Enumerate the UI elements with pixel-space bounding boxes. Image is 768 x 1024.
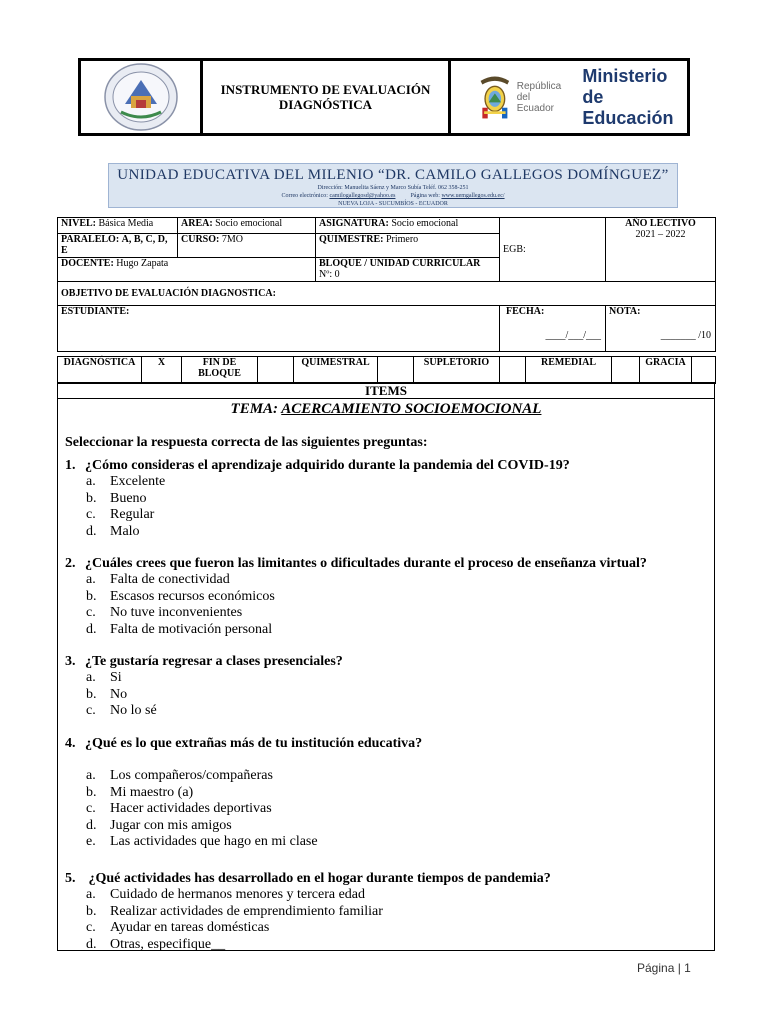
- school-logo-cell: [81, 61, 203, 133]
- area-cell: [178, 218, 316, 234]
- question-number: 3.: [65, 654, 76, 669]
- school-address: Dirección: Manuelita Sáenz y Marco Subía Teléf. 062 358-251: [317, 185, 469, 191]
- option-letter: a.: [86, 670, 96, 685]
- question-number: 5.: [65, 871, 76, 886]
- option-5d[interactable]: [65, 937, 551, 954]
- option-4c[interactable]: [65, 801, 422, 818]
- quimestre-label: QUIMESTRE:: [319, 234, 384, 245]
- estudiante-cell: [58, 306, 500, 352]
- option-text: Cuidado de hermanos menores y tercera edad: [110, 887, 366, 902]
- fecha-blank: ____/___/___: [545, 330, 601, 341]
- title-line-2: DIAGNÓSTICA: [278, 97, 373, 112]
- option-text: No: [110, 686, 128, 702]
- email-label: Correo electrónico:: [281, 193, 328, 199]
- option-text: Si: [110, 670, 122, 685]
- option-letter: e.: [86, 834, 96, 849]
- republica-line-1: República: [516, 80, 562, 92]
- option-letter: c.: [86, 801, 96, 816]
- option-text: No lo sé: [110, 703, 157, 718]
- fecha-label: FECHA:: [506, 306, 545, 317]
- option-text: Realizar actividades de emprendimiento familiar: [110, 903, 383, 919]
- option-letter: d.: [86, 936, 97, 952]
- option-2c[interactable]: [65, 605, 647, 622]
- curso-cell: [178, 234, 316, 258]
- ministerio-label: [582, 66, 687, 129]
- question-text: ¿Qué actividades has desarrollado en el hogar durante tiempos de pandemia?: [85, 871, 551, 886]
- egb-label: EGB:: [503, 244, 526, 255]
- asignatura-label: ASIGNATURA:: [319, 218, 389, 229]
- title-line-1: INSTRUMENTO DE EVALUACIÓN: [220, 82, 431, 97]
- option-letter: d.: [86, 523, 97, 539]
- option-3b[interactable]: [65, 687, 343, 704]
- option-text: Bueno: [110, 490, 147, 506]
- option-text: No tuve inconvenientes: [110, 605, 243, 620]
- option-2d[interactable]: [65, 622, 647, 639]
- fin-bloque-label: FIN DE BLOQUE: [182, 357, 258, 384]
- question-text: ¿Te gustaría regresar a clases presenciales?: [85, 654, 343, 669]
- option-text: Hacer actividades deportivas: [110, 801, 272, 816]
- option-2a[interactable]: [65, 572, 647, 589]
- tema-text: ACERCAMIENTO SOCIOEMOCIONAL: [281, 401, 542, 417]
- items-heading: ITEMS: [58, 383, 714, 399]
- option-letter: c.: [86, 703, 96, 718]
- docente-cell: [58, 258, 316, 282]
- paralelo-value: A, B, C, D, E: [61, 234, 168, 256]
- nivel-cell: [58, 218, 178, 234]
- option-4a[interactable]: [65, 768, 422, 785]
- email-link[interactable]: camilogallegosd@yahoo.es: [329, 193, 396, 199]
- option-letter: a.: [86, 887, 96, 902]
- remedial-mark[interactable]: [612, 357, 640, 384]
- school-city: NUEVA LOJA - SUCUMBÍOS - ECUADOR: [338, 201, 448, 207]
- gracia-label: GRACIA: [640, 357, 692, 384]
- option-text: Los compañeros/compañeras: [110, 768, 273, 783]
- option-letter: d.: [86, 817, 97, 833]
- supletorio-mark[interactable]: [500, 357, 526, 384]
- items-section: [57, 382, 715, 951]
- republica-label: [517, 81, 565, 114]
- diagnostica-mark[interactable]: X: [142, 357, 182, 384]
- question-text: ¿Cómo consideras el aprendizaje adquirido durante la pandemia del COVID-19?: [85, 458, 570, 473]
- fecha-cell: [500, 306, 606, 352]
- option-letter: c.: [86, 605, 96, 620]
- objetivo-label: OBJETIVO DE EVALUACIÓN DIAGNOSTICA:: [61, 288, 276, 299]
- estudiante-label: ESTUDIANTE:: [61, 306, 130, 317]
- option-text: Jugar con mis amigos: [110, 817, 232, 833]
- objetivo-cell: [58, 282, 716, 306]
- option-text: Mi maestro (a): [110, 784, 194, 800]
- nivel-label: NIVEL:: [61, 218, 97, 229]
- ministry-logo: [451, 61, 687, 133]
- asignatura-value: Socio emocional: [391, 218, 459, 229]
- option-text: Regular: [110, 507, 155, 522]
- anio-cell: [606, 218, 716, 282]
- asignatura-cell: [316, 218, 500, 234]
- ministerio-line-1: Ministerio: [582, 65, 668, 86]
- question-text: ¿Qué es lo que extrañas más de tu institución educativa?: [85, 736, 423, 751]
- option-text: Excelente: [110, 474, 166, 489]
- evaluation-type-table: [57, 356, 716, 384]
- question-2: [65, 555, 647, 638]
- nivel-value: Básica Media: [98, 218, 154, 229]
- option-letter: a.: [86, 474, 96, 489]
- option-text: Las actividades que hago en mi clase: [110, 834, 318, 849]
- web-label: Página web:: [410, 193, 440, 199]
- paralelo-label: PARALELO:: [61, 234, 120, 245]
- question-number: 1.: [65, 458, 76, 473]
- option-4d[interactable]: [65, 818, 422, 835]
- option-letter: b.: [86, 490, 97, 506]
- option-text: Falta de conectividad: [110, 572, 230, 587]
- option-letter: d.: [86, 621, 97, 637]
- question-number: 4.: [65, 736, 76, 751]
- quimestral-mark[interactable]: [378, 357, 414, 384]
- docente-label: DOCENTE:: [61, 258, 114, 269]
- option-5a[interactable]: [65, 887, 551, 904]
- tema-title: [58, 401, 714, 418]
- option-4e[interactable]: [65, 834, 422, 851]
- quimestral-label: QUIMESTRAL: [294, 357, 378, 384]
- option-1b[interactable]: [65, 491, 570, 508]
- bloque-cell: [316, 258, 500, 282]
- info-table: [57, 217, 716, 352]
- document-header: [78, 58, 690, 136]
- option-letter: a.: [86, 768, 96, 783]
- option-letter: a.: [86, 572, 96, 587]
- school-banner: [108, 163, 678, 208]
- web-link[interactable]: www.uemgallegos.edu.ec/: [441, 193, 505, 199]
- area-value: Socio emocional: [215, 218, 283, 229]
- question-5: [65, 870, 551, 953]
- school-name: UNIDAD EDUCATIVA DEL MILENIO “DR. CAMILO GALLEGOS DOMÍNGUEZ”: [117, 167, 669, 183]
- option-1a[interactable]: [65, 474, 570, 491]
- school-seal-icon: [103, 62, 179, 132]
- supletorio-label: SUPLETORIO: [414, 357, 500, 384]
- option-letter: c.: [86, 920, 96, 935]
- question-text: ¿Cuáles crees que fueron las limitantes o dificultades durante el proceso de enseñanza virtual?: [85, 556, 647, 571]
- option-text: Otras, especifique__: [110, 936, 226, 952]
- area-label: AREA:: [181, 218, 213, 229]
- option-letter: b.: [86, 686, 97, 702]
- nota-blank: _______ /10: [660, 330, 711, 341]
- nota-label: NOTA:: [609, 306, 641, 317]
- option-1d[interactable]: [65, 524, 570, 541]
- remedial-label: REMEDIAL: [526, 357, 612, 384]
- option-letter: b.: [86, 784, 97, 800]
- anio-value: 2021 – 2022: [635, 229, 686, 240]
- option-4b[interactable]: [65, 785, 422, 802]
- anio-label: AÑO LECTIVO: [625, 218, 696, 229]
- option-text: Falta de motivación personal: [110, 621, 273, 637]
- paralelo-cell: [58, 234, 178, 258]
- ministerio-line-2: de Educación: [582, 86, 674, 128]
- option-text: Escasos recursos económicos: [110, 588, 275, 604]
- curso-label: CURSO:: [181, 234, 220, 245]
- option-5b[interactable]: [65, 904, 551, 921]
- option-text: Malo: [110, 523, 140, 539]
- document-title: [203, 61, 451, 133]
- curso-value: 7MO: [221, 234, 243, 245]
- instruction-text: Seleccionar la respuesta correcta de las siguientes preguntas:: [65, 435, 428, 450]
- ecuador-coat-of-arms-icon: [477, 69, 513, 125]
- page-number: Página | 1: [637, 961, 691, 975]
- gracia-mark[interactable]: [692, 357, 716, 384]
- option-letter: b.: [86, 903, 97, 919]
- quimestre-value: Primero: [385, 234, 419, 245]
- question-1: [65, 457, 570, 540]
- diagnostica-label: DIAGNÓSTICA: [58, 357, 142, 384]
- option-2b[interactable]: [65, 589, 647, 606]
- question-4: [65, 735, 422, 851]
- fin-bloque-mark[interactable]: [258, 357, 294, 384]
- option-5c[interactable]: [65, 920, 551, 937]
- bloque-label: BLOQUE / UNIDAD CURRICULAR: [319, 258, 481, 269]
- tema-prefix: TEMA:: [230, 401, 282, 417]
- nota-cell: [606, 306, 716, 352]
- school-contact: [109, 192, 677, 200]
- option-letter: b.: [86, 588, 97, 604]
- egb-cell: [500, 218, 606, 282]
- quimestre-cell: [316, 234, 500, 258]
- option-letter: c.: [86, 507, 96, 522]
- republica-line-2: del Ecuador: [516, 91, 554, 114]
- option-3c[interactable]: [65, 703, 343, 720]
- question-number: 2.: [65, 556, 76, 571]
- docente-value: Hugo Zapata: [116, 258, 169, 269]
- bloque-value: Nº: 0: [319, 269, 340, 280]
- option-1c[interactable]: [65, 507, 570, 524]
- option-text: Ayudar en tareas domésticas: [110, 920, 270, 935]
- question-3: [65, 653, 343, 720]
- option-3a[interactable]: [65, 670, 343, 687]
